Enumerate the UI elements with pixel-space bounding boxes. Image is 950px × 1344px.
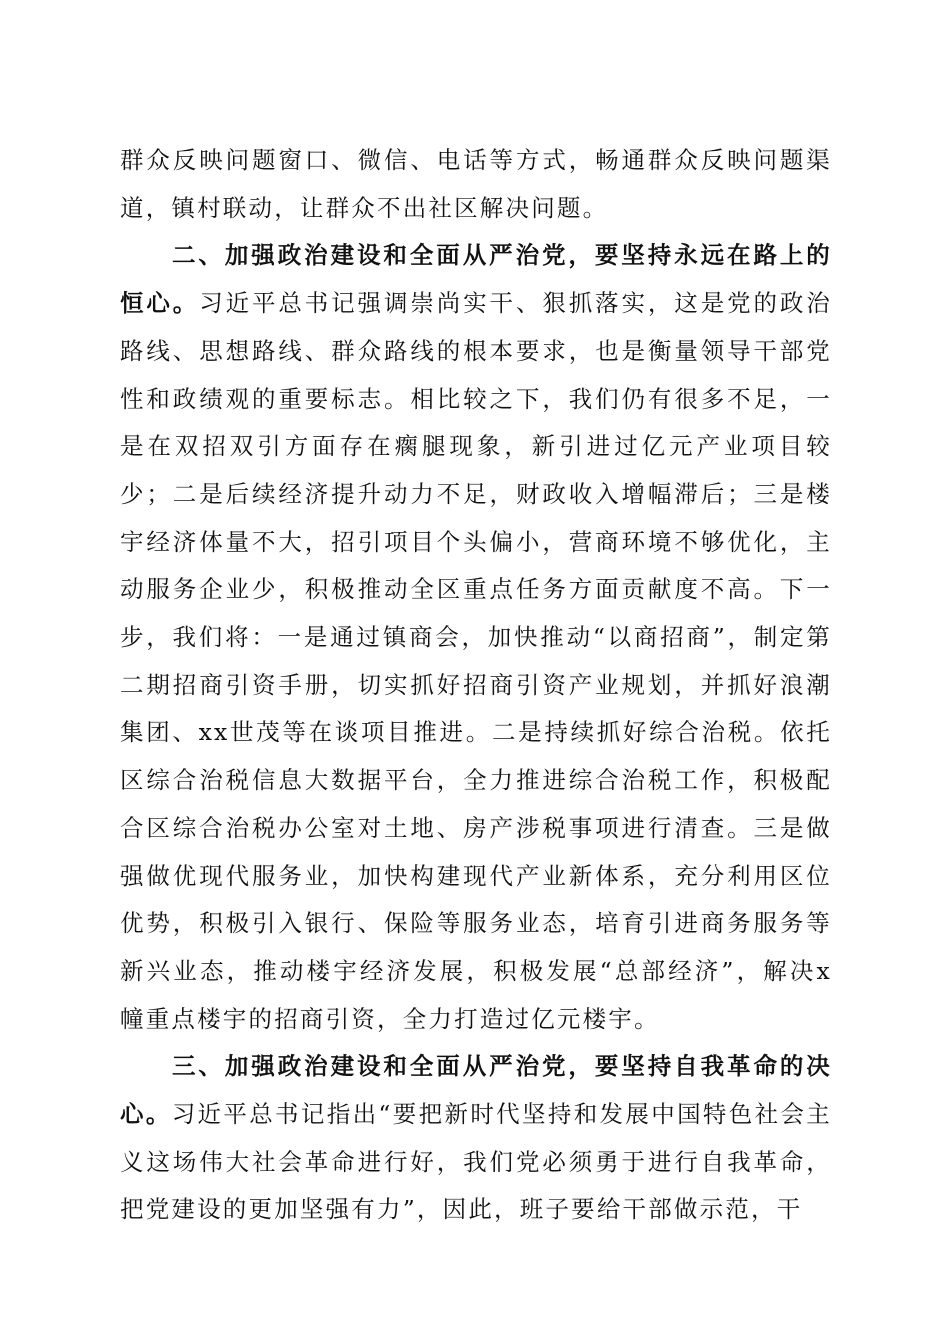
paragraph-body: 习近平总书记强调崇尚实干、狠抓落实，这是党的政治路线、思想路线、群众路线的根本要求，也是衡量领导干部党性和政绩观的重要标志。相比较之下，我们仍有很多不足，一是在双招双引方面存在瘸腿现象，新引进过亿元产业项目较少；二是后续经济提升动力不足，财政收入增幅滞后；三是楼宇经济体量不大，招引项目个头偏小，营商环境不够优化，主动服务企业少，积极推动全区重点任务方面贡献度不高。下一步，我们将：一是通过镇商会，加快推动“以商招商”，制定第二期招商引资手册，切实抓好招商引资产业规划，并抓好浪潮集团、xx世茂等在谈项目推进。二是持续抓好综合治税。依托区综合治税信息大数据平台，全力推进综合治税工作，积极配合区综合治税办公室对土地、房产涉税事项进行清查。三是做强做优现代服务业，加快构建现代产业新体系，充分利用区位优势，积极引入银行、保险等服务业态，培育引进商务服务等新兴业态，推动楼宇经济发展，积极发展“总部经济”，解决x幢重点楼宇的招商引资，全力打造过亿元楼宇。 [120,289,832,1033]
paragraph-body: 习近平总书记指出“要把新时代坚持和发展中国特色社会主义这场伟大社会革命进行好，我们党必须勇于进行自我革命，把党建设的更加坚强有力”，因此，班子要给干部做示范，干 [120,1100,832,1224]
paragraph-section-two [120,232,832,1043]
paragraph-body: 群众反映问题窗口、微信、电话等方式，畅通群众反映问题渠道，镇村联动，让群众不出社区解决问题。 [120,146,832,222]
section-three-heading: 三、加强政治建设和全面从严治党，要坚持自我革命的决心。 [120,1052,832,1129]
paragraph-section-three [120,1043,832,1234]
paragraph-continuation [120,137,832,232]
document-body [120,137,832,1234]
section-two-heading: 二、加强政治建设和全面从严治党，要坚持永远在路上的恒心。 [120,241,832,318]
